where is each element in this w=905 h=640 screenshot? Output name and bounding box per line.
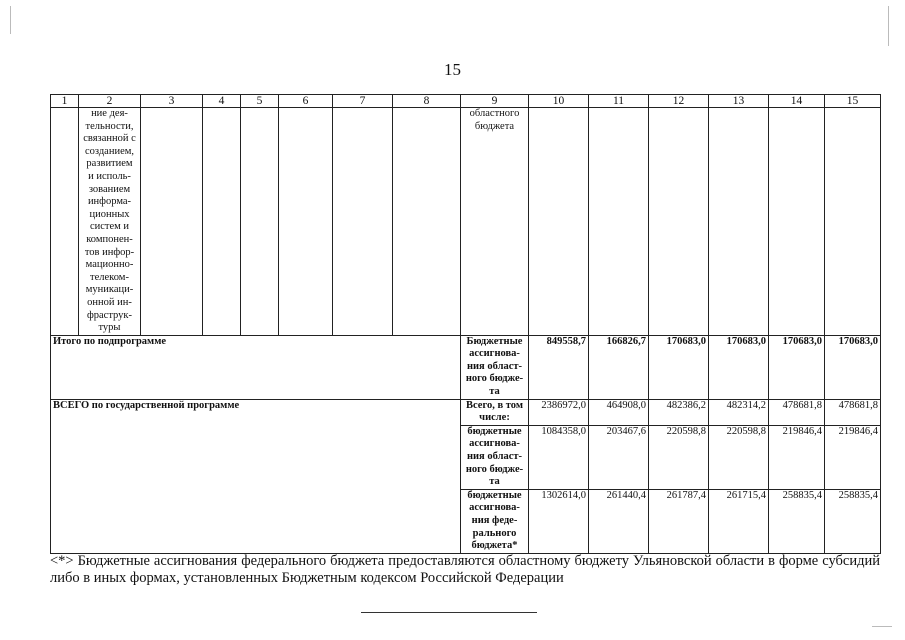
- program-total-label: ВСЕГО по государственной программе: [51, 399, 461, 553]
- value-cell: 170683,0: [825, 335, 881, 399]
- value-cell: 1302614,0: [529, 489, 589, 553]
- closing-line: [361, 612, 537, 613]
- table-cell: [709, 108, 769, 336]
- column-number: 11: [589, 95, 649, 108]
- value-cell: 482314,2: [709, 399, 769, 425]
- value-cell: 261715,4: [709, 489, 769, 553]
- table-cell: [393, 108, 461, 336]
- value-cell: 849558,7: [529, 335, 589, 399]
- value-cell: 258835,4: [825, 489, 881, 553]
- column-number: 4: [203, 95, 241, 108]
- column-number: 13: [709, 95, 769, 108]
- value-cell: 170683,0: [649, 335, 709, 399]
- value-cell: 220598,8: [709, 425, 769, 489]
- value-cell: 219846,4: [825, 425, 881, 489]
- funding-source-cell: областного бюджета: [461, 108, 529, 336]
- value-cell: 464908,0: [589, 399, 649, 425]
- table-cell: [589, 108, 649, 336]
- funding-source-cell: Бюджетные ассигнова- ния област- ного бюдже- та: [461, 335, 529, 399]
- column-number: 8: [393, 95, 461, 108]
- value-cell: 220598,8: [649, 425, 709, 489]
- column-number: 6: [279, 95, 333, 108]
- table-cell: [529, 108, 589, 336]
- column-number: 2: [79, 95, 141, 108]
- table-cell: [141, 108, 203, 336]
- column-number: 9: [461, 95, 529, 108]
- table-cell: [769, 108, 825, 336]
- activity-description-cell: ние дея- тельности, связанной с созданием, развитием и исполь- зованием информа- ционных систем и компонен- тов инфор- мационно- телеком- муникаци- онной ин- фраструк- туры: [79, 108, 141, 336]
- column-number: 10: [529, 95, 589, 108]
- funding-source-cell: бюджетные ассигнова- ния феде- рального бюджета*: [461, 489, 529, 553]
- funding-source-cell: бюджетные ассигнова- ния област- ного бюдже- та: [461, 425, 529, 489]
- table-cell: [51, 108, 79, 336]
- value-cell: 170683,0: [769, 335, 825, 399]
- value-cell: 478681,8: [769, 399, 825, 425]
- budget-table: [50, 94, 881, 554]
- subprogram-total-row: [51, 335, 881, 399]
- column-number: 15: [825, 95, 881, 108]
- column-number: 7: [333, 95, 393, 108]
- column-number: 1: [51, 95, 79, 108]
- column-number: 14: [769, 95, 825, 108]
- value-cell: 166826,7: [589, 335, 649, 399]
- table-cell: [649, 108, 709, 336]
- scan-edge-mark: [10, 6, 11, 34]
- table-cell: [825, 108, 881, 336]
- value-cell: 2386972,0: [529, 399, 589, 425]
- table-cell: [279, 108, 333, 336]
- footnote: <*> Бюджетные ассигнования федерального бюджета предоставляются областному бюджету Ульяновской области в форме субсидий либо в иных формах, установленных Бюджетным кодексом Российской Федерации: [50, 553, 880, 586]
- funding-source-cell: Всего, в том числе:: [461, 399, 529, 425]
- value-cell: 203467,6: [589, 425, 649, 489]
- page-number: 15: [444, 60, 461, 79]
- table-cell: [203, 108, 241, 336]
- column-number-row: [51, 95, 881, 108]
- column-number: 12: [649, 95, 709, 108]
- value-cell: 170683,0: [709, 335, 769, 399]
- value-cell: 261787,4: [649, 489, 709, 553]
- program-total-row: [51, 399, 881, 425]
- value-cell: 258835,4: [769, 489, 825, 553]
- scan-edge-mark: [888, 6, 889, 46]
- value-cell: 261440,4: [589, 489, 649, 553]
- value-cell: 478681,8: [825, 399, 881, 425]
- value-cell: 219846,4: [769, 425, 825, 489]
- column-number: 5: [241, 95, 279, 108]
- value-cell: 482386,2: [649, 399, 709, 425]
- table-cell: [241, 108, 279, 336]
- value-cell: 1084358,0: [529, 425, 589, 489]
- subprogram-total-label: Итого по подпрограмме: [51, 335, 461, 399]
- continuation-row: [51, 108, 881, 336]
- column-number: 3: [141, 95, 203, 108]
- scan-edge-mark: [872, 626, 892, 627]
- table-cell: [333, 108, 393, 336]
